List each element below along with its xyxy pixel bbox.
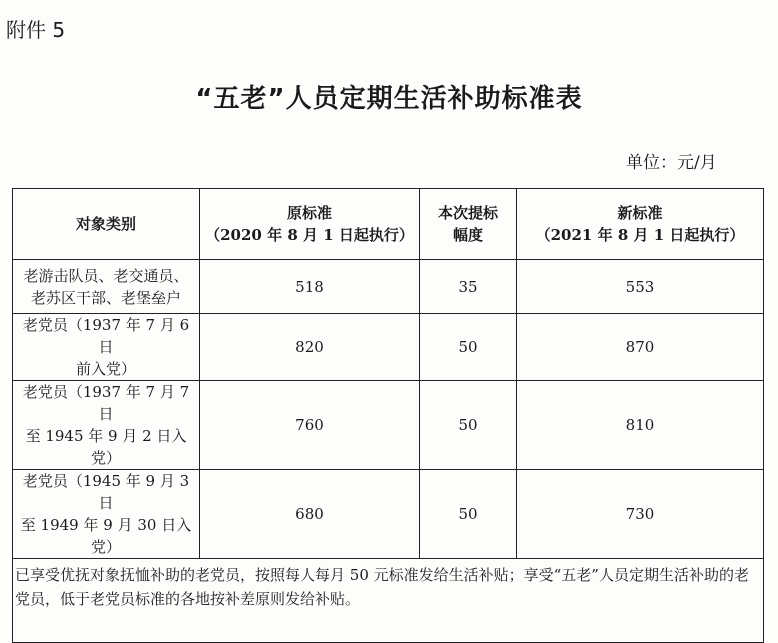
- new-standard-cell: 553: [517, 260, 764, 314]
- header-line: 原标准: [286, 204, 332, 222]
- page-title: “五老”人员定期生活补助标准表: [195, 84, 583, 114]
- old-standard-cell: 680: [200, 470, 420, 559]
- table-row: [13, 314, 764, 381]
- category-cell: [13, 470, 200, 559]
- category-line: 老党员（1945 年 9 月 3 日: [22, 472, 190, 512]
- note-row: [13, 559, 764, 643]
- increase-cell: 35: [420, 260, 517, 314]
- old-standard-cell: 760: [200, 381, 420, 470]
- header-increase: [420, 189, 517, 260]
- category-line: 前入党）: [75, 360, 136, 378]
- category-cell: [13, 381, 200, 470]
- category-cell: [13, 314, 200, 381]
- category-line: 至 1949 年 9 月 30 日入党）: [20, 516, 192, 556]
- category-line: 老党员（1937 年 7 月 7 日: [22, 383, 190, 423]
- category-line: 至 1945 年 9 月 2 日入党）: [25, 427, 187, 467]
- header-category: [13, 189, 200, 260]
- new-standard-cell: 730: [517, 470, 764, 559]
- increase-cell: 50: [420, 314, 517, 381]
- table-row: [13, 381, 764, 470]
- header-line: 对象类别: [75, 215, 136, 233]
- attachment-label: 附件 5: [6, 18, 66, 42]
- header-line: 新标准: [617, 204, 663, 222]
- new-standard-cell: 870: [517, 314, 764, 381]
- category-line: 老苏区干部、老堡垒户: [30, 288, 181, 307]
- table-note: 已享受优抚对象抚恤补助的老党员，按照每人每月 50 元标准发给生活补贴；享受“五老”人员定期生活补助的老党员，低于老党员标准的各地按补差原则发给补贴。: [13, 559, 764, 643]
- subsidy-standard-table: [12, 188, 764, 643]
- increase-cell: 50: [420, 381, 517, 470]
- new-standard-cell: 810: [517, 381, 764, 470]
- increase-cell: 50: [420, 470, 517, 559]
- table-header-row: [13, 189, 764, 260]
- header-old-standard: [200, 189, 420, 260]
- header-line: （2020 年 8 月 1 日起执行）: [205, 226, 414, 244]
- header-new-standard: [517, 189, 764, 260]
- table-row: [13, 260, 764, 314]
- category-line: 老党员（1937 年 7 月 6 日: [22, 316, 190, 356]
- table-row: [13, 470, 764, 559]
- old-standard-cell: 518: [200, 260, 420, 314]
- header-line: 本次提标: [437, 204, 498, 222]
- unit-label: 单位：元/月: [626, 153, 717, 173]
- category-cell: [13, 260, 200, 314]
- header-line: （2021 年 8 月 1 日起执行）: [535, 226, 745, 244]
- old-standard-cell: 820: [200, 314, 420, 381]
- header-line: 幅度: [452, 226, 483, 244]
- category-line: 老游击队员、老交通员、: [23, 266, 189, 285]
